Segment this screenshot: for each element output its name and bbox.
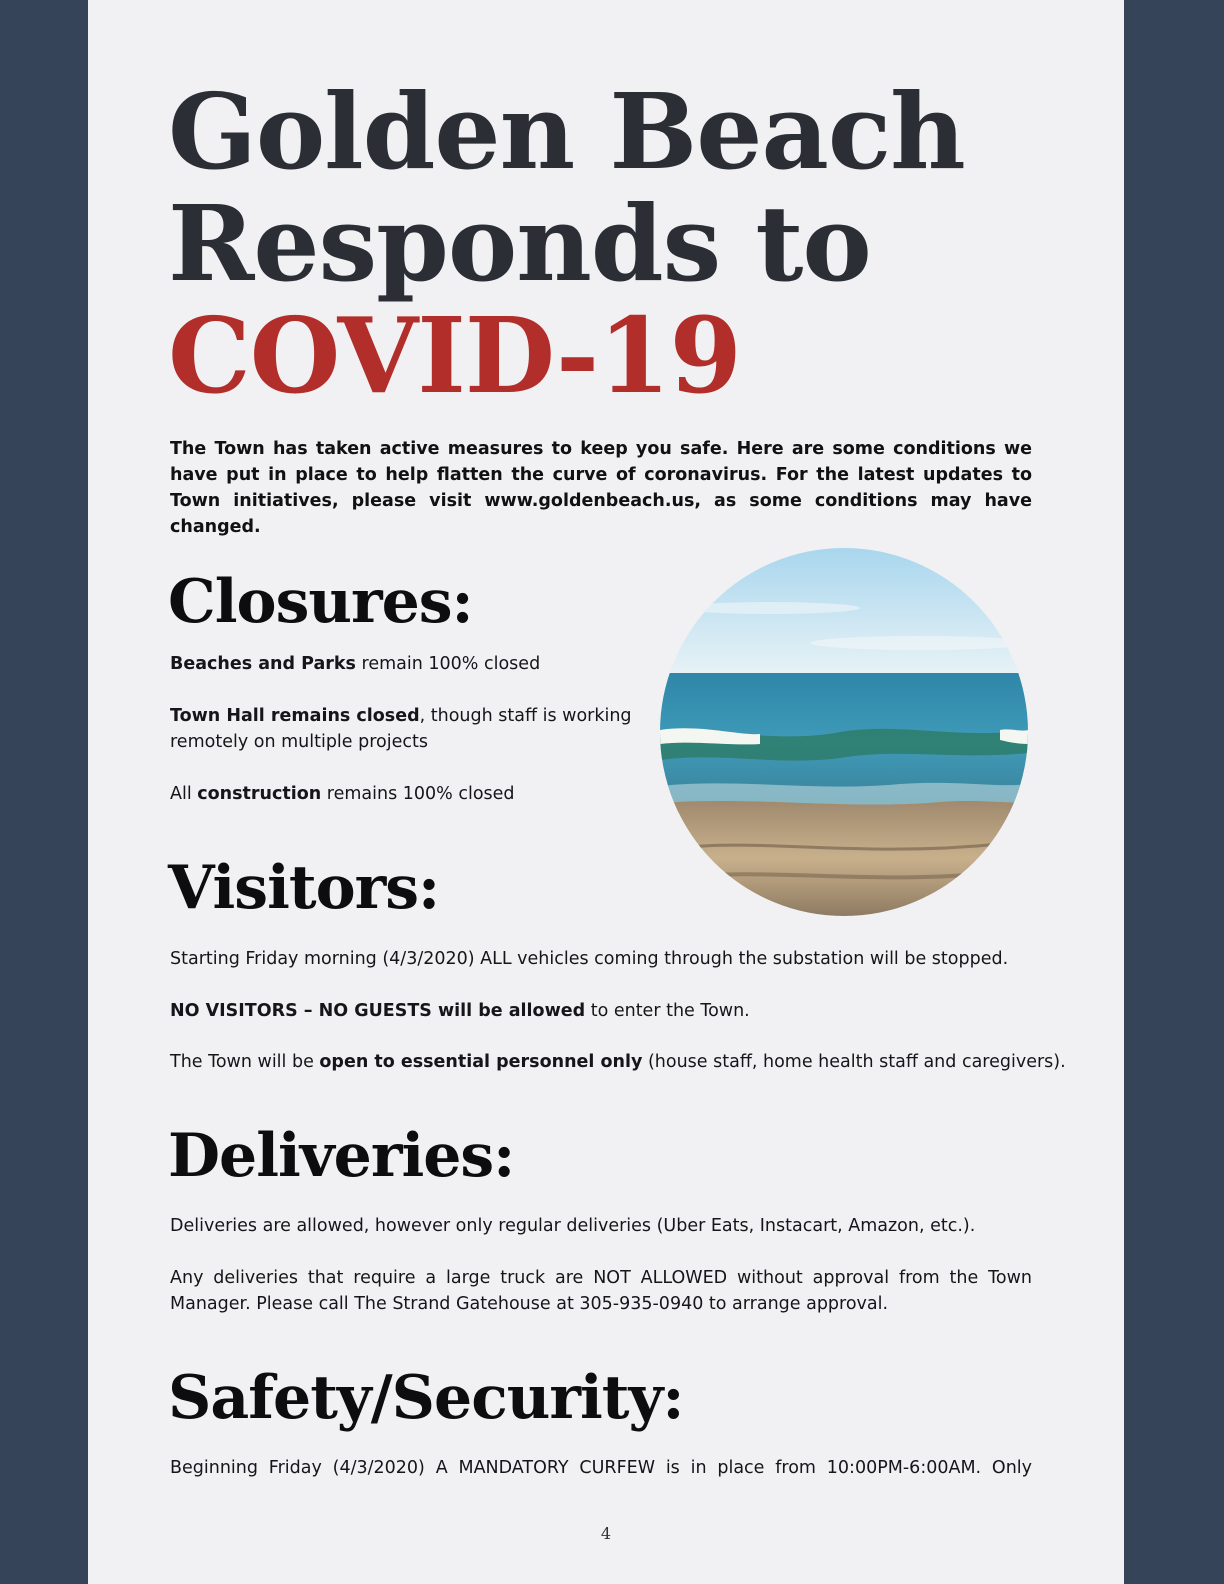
title-line-1: Golden Beach (168, 70, 965, 193)
document-page (88, 0, 1124, 1584)
visitors-no-guests-bold: NO VISITORS – NO GUESTS will be allowed (170, 1001, 586, 1021)
safety-heading: Safety/Security: (168, 1363, 684, 1433)
beach-photo (660, 548, 1028, 916)
closures-construction-pre: All (170, 784, 198, 804)
closures-construction-rest: remains 100% closed (321, 784, 515, 804)
visitors-no-guests-rest: to enter the Town. (585, 1001, 750, 1021)
title-line-3-covid: COVID-19 (168, 294, 741, 417)
closures-construction (170, 781, 515, 807)
deliveries-large-truck: Any deliveries that require a large truck are NOT ALLOWED without approval from the Town Manager. Please call The Strand Gatehouse at 305-935-0940 to arrange approval. (170, 1268, 1032, 1314)
closures-town-hall (170, 703, 640, 755)
visitors-essential (170, 1049, 1066, 1075)
intro-paragraph: The Town has taken active measures to keep you safe. Here are some conditions we have put in place to help flatten the curve of coronavirus. For the latest updates to Town initiatives, please visit www.goldenbeach.us, as some conditions may have changed. (170, 439, 1032, 537)
closures-beaches-bold: Beaches and Parks (170, 654, 356, 674)
closures-beaches (170, 651, 540, 677)
closures-heading: Closures: (168, 567, 473, 637)
visitors-essential-rest: (house staff, home health staff and caregivers). (642, 1052, 1066, 1072)
closures-town-hall-bold: Town Hall remains closed (170, 706, 420, 726)
visitors-vehicles: Starting Friday morning (4/3/2020) ALL vehicles coming through the substation will be stopped. (170, 949, 1009, 969)
page-number: 4 (600, 1524, 612, 1543)
visitors-essential-bold: open to essential personnel only (319, 1052, 643, 1072)
closures-beaches-rest: remain 100% closed (355, 654, 541, 674)
safety-curfew: Beginning Friday (4/3/2020) A MANDATORY CURFEW is in place from 10:00PM-6:00AM. Only (170, 1458, 1032, 1478)
visitors-heading: Visitors: (168, 853, 440, 923)
visitors-essential-pre: The Town will be (170, 1052, 320, 1072)
closures-town-hall-rest: , though staff is working remotely on multiple projects (170, 706, 632, 752)
title-line-2: Responds to (168, 182, 871, 305)
visitors-no-guests (170, 998, 750, 1024)
deliveries-allowed: Deliveries are allowed, however only regular deliveries (Uber Eats, Instacart, Amazon, etc.). (170, 1216, 976, 1236)
closures-construction-bold: construction (197, 784, 322, 804)
deliveries-heading: Deliveries: (168, 1121, 515, 1191)
